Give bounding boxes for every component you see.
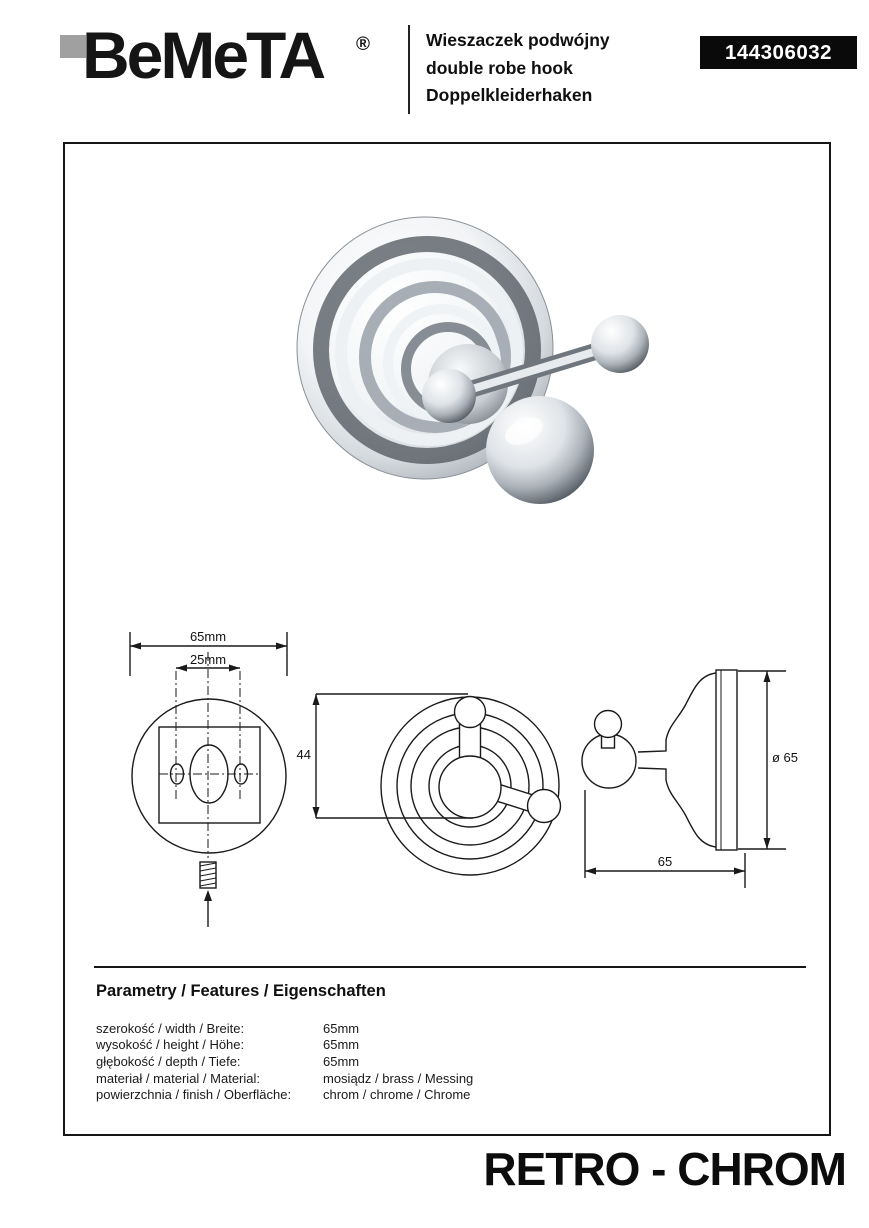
- param-label: powierzchnia / finish / Oberfläche:: [96, 1087, 292, 1103]
- table-row: [96, 1020, 473, 1037]
- params-divider: [94, 966, 806, 968]
- drawing-side-view: [582, 670, 786, 888]
- dim-label-hole-spacing: 25mm: [189, 652, 227, 667]
- product-title-en: double robe hook: [426, 57, 573, 78]
- parameters-table: [96, 1020, 473, 1103]
- param-value: mosiądz / brass / Messing: [323, 1070, 474, 1086]
- product-code: 144306032: [724, 40, 833, 64]
- params-heading: Parametry / Features / Eigenschaften: [96, 982, 386, 1000]
- product-photo: [272, 185, 657, 505]
- param-value: 65mm: [323, 1037, 360, 1053]
- product-code-badge: [700, 36, 857, 69]
- table-row: [96, 1037, 473, 1054]
- dim-label-diameter: ø 65: [772, 750, 799, 765]
- param-value: 65mm: [323, 1053, 360, 1069]
- table-row: [96, 1053, 473, 1070]
- hook-ball-left: [422, 369, 476, 423]
- param-label: szerokość / width / Breite:: [96, 1020, 245, 1036]
- product-title-de: Doppelkleiderhaken: [426, 85, 593, 105]
- content-box: [63, 142, 831, 1136]
- registered-trademark-icon: ®: [356, 34, 370, 55]
- brand-logo: BeMeTA: [82, 18, 324, 92]
- technical-drawings: [80, 618, 820, 943]
- drawing-rear-view: [130, 632, 287, 927]
- param-label: głębokość / depth / Tiefe:: [96, 1053, 241, 1069]
- dim-label-height: 44: [296, 747, 311, 762]
- param-value: chrom / chrome / Chrome: [323, 1087, 471, 1103]
- param-label: materiał / material / Material:: [96, 1070, 260, 1086]
- header-divider: [408, 25, 410, 114]
- hook-ball-top: [591, 315, 649, 373]
- product-titles: [426, 27, 610, 110]
- series-name: RETRO - CHROM: [483, 1143, 846, 1195]
- drawing-front-view: [381, 697, 561, 876]
- screw-symbol: [200, 862, 216, 927]
- table-row: [96, 1086, 473, 1103]
- hook-ball-main: [486, 396, 594, 504]
- product-title-pl: Wieszaczek podwójny: [426, 30, 610, 50]
- dim-label-depth: 65: [657, 854, 673, 869]
- table-row: [96, 1070, 473, 1087]
- param-label: wysokość / height / Höhe:: [96, 1037, 245, 1053]
- dim-label-width: 65mm: [189, 629, 227, 644]
- param-value: 65mm: [323, 1020, 360, 1036]
